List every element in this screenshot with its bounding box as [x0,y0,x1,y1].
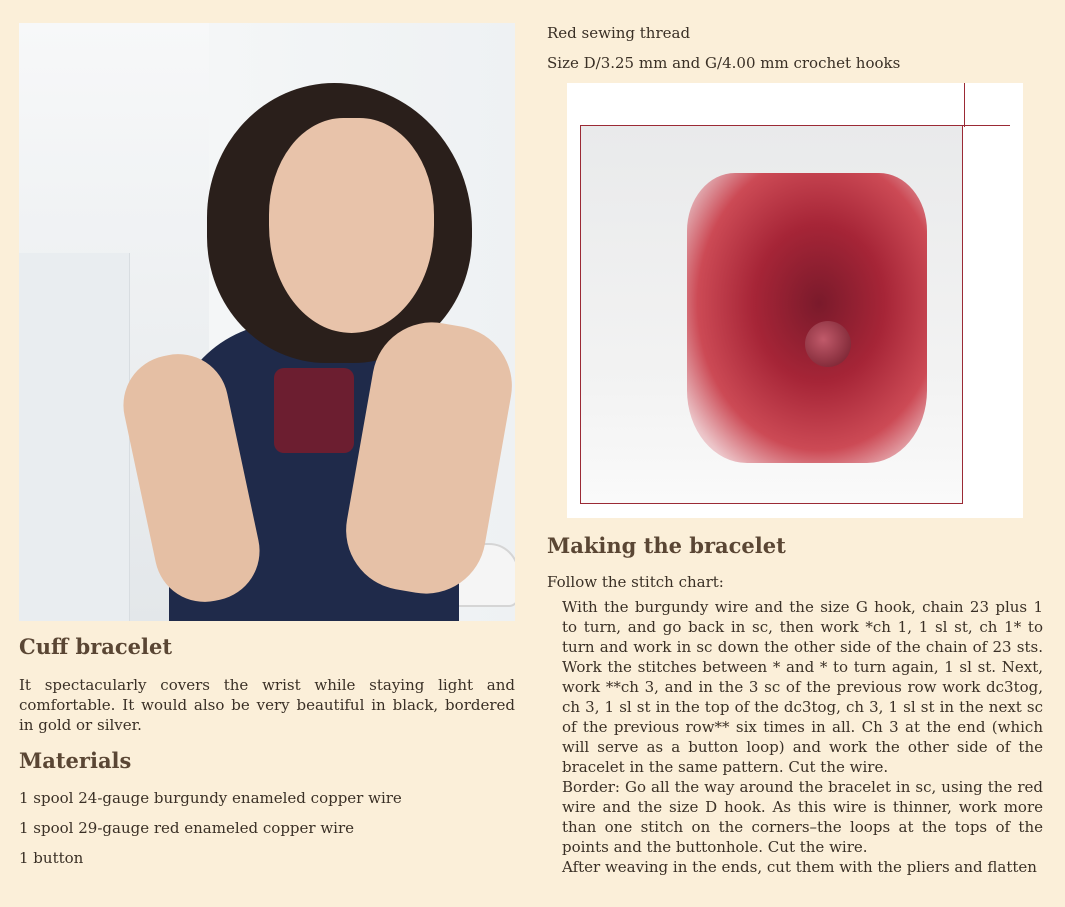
page-title: Cuff bracelet [19,634,173,659]
instructions-paragraph: After weaving in the ends, cut them with the pliers and flatten [562,858,1037,876]
making-heading: Making the bracelet [547,533,786,558]
materials-item: 1 button [19,849,84,867]
materials-heading: Materials [19,748,132,773]
bracelet-photo [567,83,1023,518]
materials-item: 1 spool 24-gauge burgundy enameled copper wire [19,789,402,807]
instructions-paragraph: With the burgundy wire and the size G hook, chain 23 plus 1 to turn, and go back in sc, then work *ch 1, 1 sl st, ch 1* to turn and work in sc down the other side of the chain of 23 sts. Work the stitches between * and * to turn again, 1 sl st. Next, work **ch 3, and in the 3 sc of the previous row work dc3tog, ch 3, 1 sl st in the top of the dc3tog, ch 3, 1 sl st in the next sc of the previous row** six times in all. Ch 3 at the end (which will serve as a button loop) and work the other side of the bracelet in the same pattern. Cut the wire. [562,598,1043,776]
materials-item: 1 spool 29-gauge red enameled copper wire [19,819,355,837]
instructions-paragraph: Border: Go all the way around the bracelet in sc, using the red wire and the size D hook. As this wire is thinner, work more than one stitch on the corners–the loops at the tops of the points and the buttonhole. Cut the wire. [562,778,1043,856]
model-photo [19,23,515,621]
materials-item: Red sewing thread [547,24,691,42]
materials-item: Size D/3.25 mm and G/4.00 mm crochet hooks [547,54,901,72]
instructions-intro: Follow the stitch chart: [547,573,724,591]
description-text: It spectacularly covers the wrist while staying light and comfortable. It would also be very beautiful in black, bordered in gold or silver. [19,676,515,734]
